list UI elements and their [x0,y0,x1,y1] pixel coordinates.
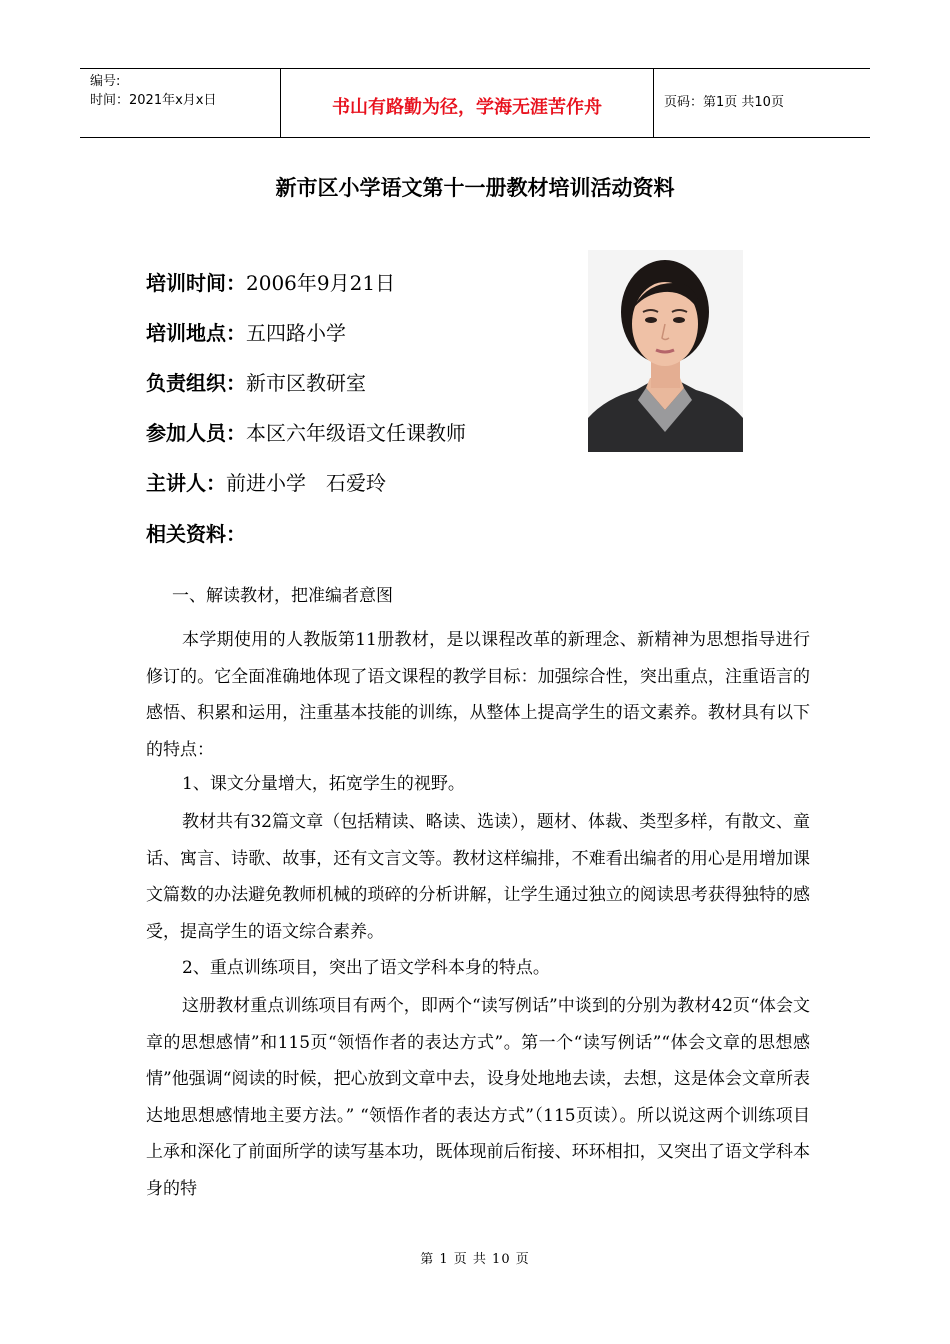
time-label: 时间：2021年x月x日 [90,93,217,108]
header-table [80,68,870,138]
portrait-illustration [588,250,743,452]
point-2: 2、重点训练项目，突出了语文学科本身的特点。 [182,958,550,978]
info-value: 五四路小学 [246,321,346,345]
info-key: 负责组织： [146,371,246,395]
paragraph-2: 教材共有32篇文章（包括精读、略读、选读），题材、体裁、类型多样，有散文、童话、寓言、诗歌、故事，还有文言文等。教材这样编排，不难看出编者的用心是用增加课文篇数的办法避免教师机械的琐碎的分析讲解，让学生通过独立的阅读思考获得独特的感受，提高学生的语文综合素养。 [146,812,810,942]
info-value: 2006年9月21日 [246,271,396,295]
speaker-photo [588,250,743,452]
paragraph-3: 这册教材重点训练项目有两个，即两个“读写例话”中谈到的分别为教材42页“体会文章的思想感情”和115页“领悟作者的表达方式”。第一个“读写例话”“体会文章的思想感情”他强调“阅读的时候，把心放到文章中去，设身处地地去读，去想，这是体会文章所表达地思想感情地主要方法。” “领悟作者的表达方式”（115页读）。所以说这两个训练项目上承和深化了前面所学的读写基本功，既体现前后衔接、环环相扣，又突出了语文学科本身的特 [146,996,810,1199]
info-key: 相关资料： [146,522,246,546]
point-1: 1、课文分量增大，拓宽学生的视野。 [182,774,465,794]
info-related-materials [146,521,246,547]
info-key: 参加人员： [146,421,246,445]
serial-label: 编号: [90,74,121,89]
info-key: 主讲人： [146,471,226,495]
paragraph-1: 本学期使用的人教版第11册教材，是以课程改革的新理念、新精神为思想指导进行修订的。它全面准确地体现了语文课程的教学目标：加强综合性，突出重点，注重语言的感悟、积累和运用，注重基本技能的训练，从整体上提高学生的语文素养。教材具有以下的特点： [146,630,810,760]
page-footer: 第 1 页 共 10 页 [420,1252,530,1267]
page-info: 页码：第1页 共10页 [664,95,784,110]
header-center-cell [280,69,654,137]
info-value: 前进小学 石爱玲 [226,471,386,495]
motto: 书山有路勤为径，学海无涯苦作舟 [332,97,602,118]
document-title: 新市区小学语文第十一册教材培训活动资料 [275,175,675,200]
info-key: 培训时间： [146,271,246,295]
info-value: 新市区教研室 [246,371,366,395]
info-training-location [146,320,346,346]
info-key: 培训地点： [146,321,246,345]
info-organizer [146,370,366,396]
header-right-cell [654,69,870,137]
info-value: 本区六年级语文任课教师 [246,421,466,445]
section-heading: 一、解读教材，把准编者意图 [172,586,393,606]
header-left-cell [80,69,280,137]
info-training-time [146,270,395,296]
info-participants [146,420,466,446]
info-speaker [146,470,386,496]
